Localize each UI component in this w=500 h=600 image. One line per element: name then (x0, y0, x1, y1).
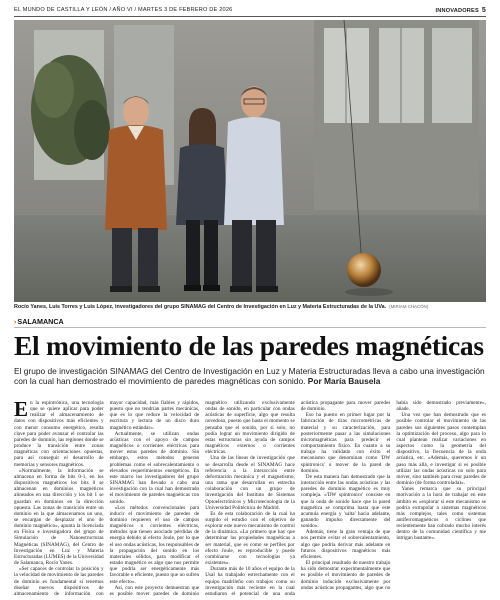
header-divider (14, 16, 486, 17)
article-paragraph: Además, tiene la gran ventaja de que nos permite evitar el sobrecalentamiento, algo que podría derivar más adelante en futuros dispositivos magnéticos más eficientes. (300, 529, 391, 560)
section-name: INNOVADORES (435, 7, 479, 14)
caption-text: Rocío Yanes, Luis Torres y Luis López, investigadores del grupo SINAMAG del Centro de Investigación en Luz y Materia Estructuradas de la UVa. (14, 304, 387, 310)
article-paragraph: De esta manera han demostrado que la interacción entre las ondas acústicas y las paredes de dominio magnético es muy compleja. «'DW spintronics' consiste en que la onda de sonido hace que la pared magnética se comprima hasta que este acumula energía y 'salta' hacia adelante, ganando impulso directamente del sonido». (300, 473, 391, 530)
section-divider (14, 327, 486, 328)
researchers-photo-illustration (14, 20, 486, 302)
article-paragraph: Actualmente, se utilizan ondas acústicas con el apoyo de campos magnéticos o corrientes eléctricas para mover estas paredes de dominio. Sin embargo, estos métodos generan problemas como el sobrecalentamiento o elevados requerimientos energéticos. En este marco los investigadores del grupo SINAMAG han llevado a cabo una investigación con la cual han demostrado el movimiento de paredes magnéticas con sonido. (109, 430, 200, 505)
article-body (14, 400, 486, 597)
article-paragraph (14, 400, 104, 468)
article-dek (14, 366, 486, 387)
page-number: 5 (481, 6, 486, 14)
article-paragraph: El principal resultado de nuestro trabajo ha sido demostrar experimentalmente que es posible el movimiento de paredes de dominio inducido exclusivamente por ondas acústicas propagantes, algo que no había sido demostrado previamente», añade. (300, 400, 486, 591)
article-paragraph: Una de las líneas de investigación que se desarrolla desde el SINAMAG hace referencia a la interacción entre deformación mecánica y el magnetismo, una rama que desarrollan en estrecha colaboración con un grupo de investigación del Instituto de Sistemas Optoelectrónicos y Microtecnología de la Universidad Politécnica de Madrid. (205, 455, 295, 511)
article-paragraph: Es de esta colaboración de la cual ha surgido el estudio con el objetivo de explorar este nuevo mecanismo de control de la dinámica. «Lo primero que hay que determinar las propiedades magnéticas a ser material, que es como se perfiles por efecto Joule, es reproducible y puede combinarse con tecnologías ya existentes». (205, 510, 295, 567)
section-tag (14, 317, 64, 327)
article-paragraph: Durante más de 10 años el equipo de la Usal ha trabajado estrechamente con el equipo madrileño con trabajos como su investigación más reciente en la cual estudiaron el potencial de una onda acústica propagante para mover paredes de dominio. (205, 400, 391, 597)
byline: Por María Bausela (307, 376, 381, 387)
article-paragraph: «Normalmente, la información se almacena en forma de bits 0-1, en los dispositivos magnéticos los bits 0 se almacenan en dominios magnéticos alineados en una dirección y los bit 1 se guardan en dominios en la dirección opuesta. Las zonas de transición entre un dominio en la que almacenamos un uno, se encargan de desplazar el uno de dominio magnético», apunta la licenciada en Física e investigadora del grupo de Simulación de Nanoestructuras Magnéticas (SINAMAG), del Centro de Investigación en Luz y Materia Estructuradas (LUMES) de la Universidad de Salamanca, Rocío Yanes. (14, 467, 104, 567)
article-paragraph: Una vez que han demostrado que es posible controlar el movimiento de las paredes sus siguientes pasos contemplan la optimización del proceso, algo para lo cual plantean realizar variaciones en aspectos como la geometría del dispositivo, la frecuencia de la onda acústica, etc. «Además, queremos ir un paso más allá, e investigar si es posible utilizar las ondas acústicas no solo para mover, sino también para crear paredes de dominio (de forma controlada)». (396, 412, 486, 487)
section-tag-label: SALAMANCA (17, 317, 64, 326)
article-paragraph: «Ser capaces de controlar la posición y la velocidad de movimiento de las paredes de dominio es fundamental si tenemos diseñar nuevos dispositivos de almacenamiento de información con mayor capacidad, más fiables y rápidos, puesto que no tendrían partes mecánicas, que es lo que reduce la velocidad de escritura y lectura de un disco duro magnético estándar». (14, 400, 200, 597)
paragraph-text: n la espintrónica, una tecnología que se quiere aplicar para poder realizar el almacenamiento de datos con dispositivos más eficientes y con menor consumo energético, resulta clave para poder avanzar el controlar las paredes de dominio, las regiones donde se produce la transición entre zonas magnéticas con orientaciones opuestas, para así conseguir el desarrollo de memorias y sensores magnéticos. (14, 400, 104, 468)
dek-text: El grupo de investigación SINAMAG del Centro de Investigación en Luz y Materia Estructuradas lleva a cabo una investigación con la cual han demostrado el movimiento de paredes magnéticas con sonido. (14, 366, 485, 387)
article-paragraph: Eso ha puesto en primer lugar por la fabricación de tiras micrométricas de material y su caracterización, para posteriormente pasar a las simulaciones micromagnéticas para predecir el comportamiento físico. En cuanto a su trabajo ha validado con éxito el mecanismo que denominan como 'DW spintronics' o mover de la pared de dominio. (300, 412, 391, 474)
article-paragraph: «Los métodos convencionales para inducir el movimiento de paredes de dominio requieren el uso de campos magnéticos o corrientes eléctricas, métodos que tienen asociado pérdidas de energía debido al efecto Joule, por lo que el uso ondas acústicas, los responsables de la propagación del sonido en los materiales sólidos, para modificar el estado magnético es algo que nos permite que podría ser energéticamente más favorable o eficiente, puesto que no sufren este efecto». (109, 504, 200, 585)
article-paragraph: Yanes remarca que su principal motivación a la hora de trabajar en este ámbito es «explorar si este mecanismo se podría extrapolar a sistemas magnéticos más complejos, tales como sistemas antiferromagnéticos o ciclines que recientemente han cobrado mucho interés dentro de la comunidad científica y me intrigan bastante». (396, 486, 486, 542)
chevron-right-icon: › (14, 317, 17, 326)
article-paragraph: Así, con este proyecto demuestran que es posible mover paredes de dominio magnético utilizando exclusivamente ondas de sonido, en particular con ondas acústicas de superficie, algo que resulta novedoso, puesto que hasta el momento se pensaba que el sonido, por sí solo, no podía lograr un movimiento dirigido de estas estructuras sin ayuda de campos magnéticos externos o corrientes eléctricas. (109, 400, 295, 597)
newspaper-masthead-line: EL MUNDO DE CASTILLA Y LEÓN / AÑO VI / MARTES 3 DE FEBRERO DE 2026 (14, 7, 233, 13)
photo-caption (14, 304, 486, 314)
article-photo (14, 20, 486, 302)
page-header (14, 5, 486, 15)
section-pagination (435, 7, 486, 14)
headline: El movimiento de las paredes magnéticas (14, 330, 484, 361)
photo-credit: (MIRIAM CHACÓN) (389, 304, 429, 309)
dropcap: E (14, 400, 29, 421)
